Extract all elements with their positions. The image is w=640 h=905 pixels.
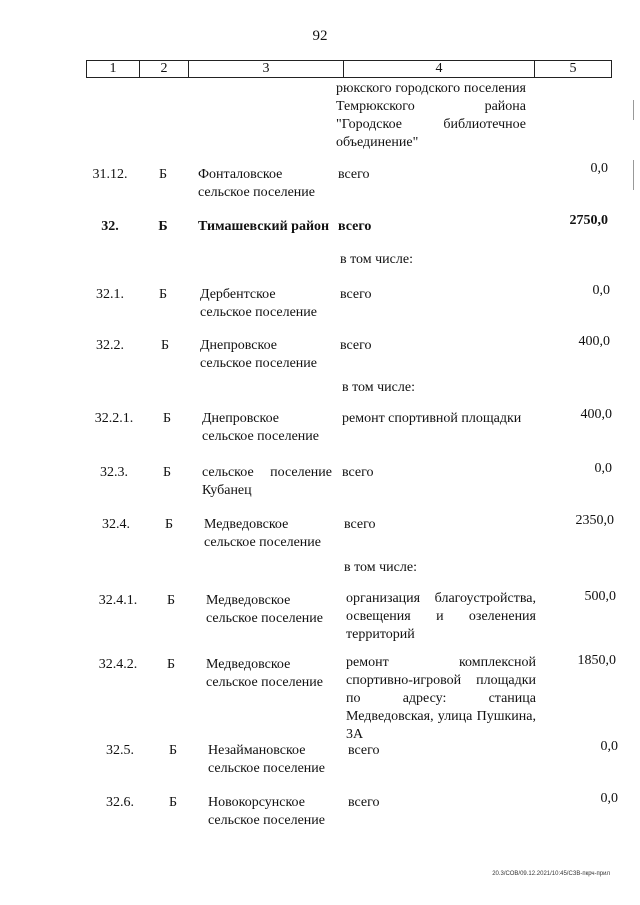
- continuation-text: рюкского городского поселения Темрюкского района "Городское библиотечное объединение": [336, 81, 526, 150]
- row-name: сельское поселение Кубанец: [202, 465, 332, 498]
- row-name: Тимашевский район: [198, 219, 330, 234]
- row-name: Дербентское сельское поселение: [200, 287, 317, 320]
- header-col-5: 5: [534, 61, 611, 77]
- header-col-3: 3: [188, 61, 343, 77]
- row-purpose: всего: [348, 743, 380, 758]
- row-amount: 0,0: [592, 283, 610, 298]
- row-number: 31.12.: [92, 167, 128, 182]
- header-col-4: 4: [343, 61, 534, 77]
- row-amount: 0,0: [600, 791, 618, 806]
- row-category: Б: [162, 411, 172, 426]
- row-purpose: всего: [342, 465, 374, 480]
- row-purpose: ремонт спортивной площадки: [342, 411, 522, 426]
- row-name: Новокорсунское сельское поселение: [208, 795, 325, 828]
- row-number: 32.6.: [106, 795, 134, 810]
- table-header: [86, 60, 612, 78]
- row-name: Незаймановское сельское поселение: [208, 743, 325, 776]
- row-amount: 500,0: [584, 589, 616, 604]
- row-purpose: всего: [348, 795, 380, 810]
- row-amount: 0,0: [590, 161, 608, 176]
- row-amount: 1850,0: [577, 653, 616, 668]
- row-category: Б: [168, 743, 178, 758]
- subheading-including: в том числе:: [340, 252, 413, 267]
- page-number: 92: [312, 28, 328, 44]
- row-number: 32.5.: [106, 743, 134, 758]
- header-col-1: 1: [109, 61, 117, 76]
- row-purpose: всего: [338, 219, 372, 234]
- scan-margin-mark: [633, 160, 634, 190]
- row-amount: 0,0: [594, 461, 612, 476]
- row-amount: 400,0: [578, 334, 610, 349]
- row-amount: 400,0: [580, 407, 612, 422]
- row-name: Медведовское сельское поселение: [206, 593, 323, 626]
- row-amount: 2750,0: [569, 213, 608, 228]
- row-number: 32.: [101, 219, 119, 234]
- scan-margin-mark: [633, 100, 634, 120]
- row-number: 32.1.: [96, 287, 124, 302]
- row-purpose: всего: [344, 517, 376, 532]
- header-col-2: 2: [139, 61, 188, 77]
- row-number: 32.3.: [100, 465, 128, 480]
- row-category: Б: [168, 795, 178, 810]
- row-name: Днепровское сельское поселение: [202, 411, 319, 444]
- row-number: 32.2.1.: [94, 411, 134, 426]
- subheading-including: в том числе:: [342, 380, 415, 395]
- row-number: 32.4.: [102, 517, 130, 532]
- subheading-including: в том числе:: [344, 560, 417, 575]
- row-amount: 2350,0: [575, 513, 614, 528]
- row-number: 32.4.1.: [98, 593, 138, 608]
- row-name: Медведовское сельское поселение: [206, 657, 323, 690]
- row-purpose: всего: [340, 287, 372, 302]
- row-category: Б: [158, 287, 168, 302]
- row-category: Б: [166, 593, 176, 608]
- row-category: Б: [160, 338, 170, 353]
- row-name: Фонталовское сельское поселение: [198, 167, 315, 200]
- row-purpose: ремонт комплексной спортивно-игровой площадки по адресу: станица Медведовская, улица Пушкина, 3А: [346, 655, 536, 742]
- row-number: 32.2.: [96, 338, 124, 353]
- document-footer-code: 20.3/СОВ/09.12.2021/10:45/СЗВ-пкрч-прил: [492, 871, 610, 877]
- row-category: Б: [166, 657, 176, 672]
- row-category: Б: [158, 167, 168, 182]
- row-name: Днепровское сельское поселение: [200, 338, 317, 371]
- row-amount: 0,0: [600, 739, 618, 754]
- row-number: 32.4.2.: [98, 657, 138, 672]
- row-category: Б: [162, 465, 172, 480]
- row-purpose: всего: [338, 167, 370, 182]
- row-name: Медведовское сельское поселение: [204, 517, 321, 550]
- row-category: Б: [158, 219, 168, 234]
- row-purpose: организация благоустройства, освещения и озеленения территорий: [346, 591, 536, 642]
- row-purpose: всего: [340, 338, 372, 353]
- row-category: Б: [164, 517, 174, 532]
